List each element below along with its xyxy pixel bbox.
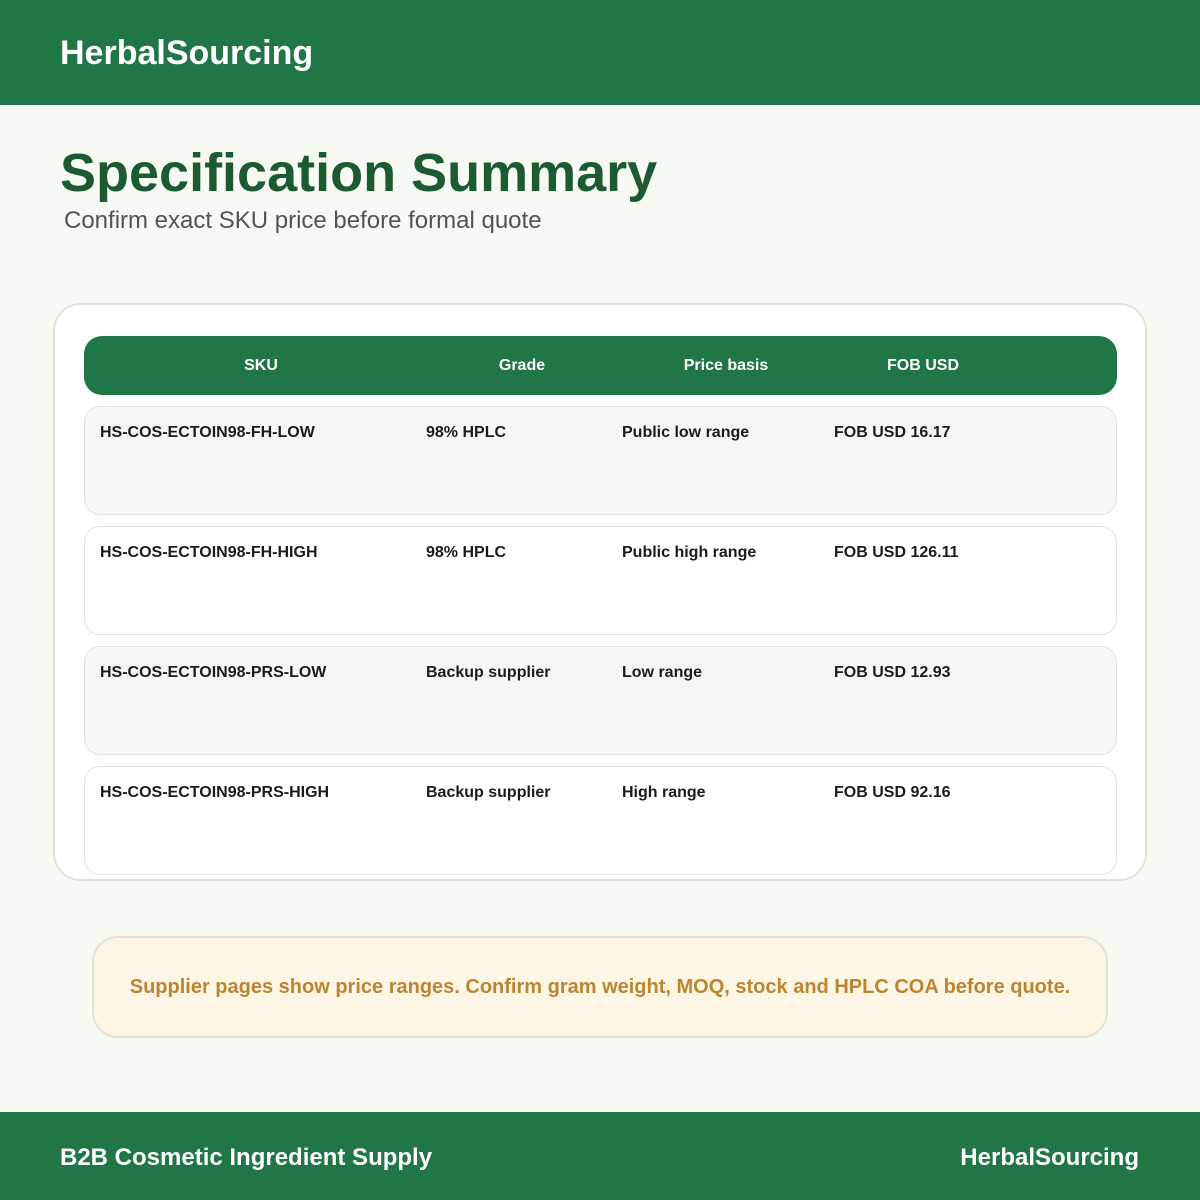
table-row bbox=[84, 646, 1117, 755]
fob-usd-cell: FOB USD 126.11 bbox=[834, 544, 959, 561]
price-notice-box bbox=[92, 936, 1108, 1038]
sku-cell: HS-COS-ECTOIN98-FH-LOW bbox=[100, 424, 315, 441]
footer-tagline: B2B Cosmetic Ingredient Supply bbox=[60, 1144, 433, 1171]
brand-logo[interactable]: HerbalSourcing bbox=[60, 34, 314, 72]
table-header bbox=[84, 336, 1117, 395]
column-header-price-basis: Price basis bbox=[683, 357, 769, 374]
column-header-grade: Grade bbox=[498, 357, 546, 374]
fob-usd-cell: FOB USD 16.17 bbox=[834, 424, 951, 441]
top-header bbox=[0, 0, 1200, 105]
fob-usd-cell: FOB USD 12.93 bbox=[834, 664, 951, 681]
sku-cell: HS-COS-ECTOIN98-PRS-LOW bbox=[100, 664, 327, 681]
page-title: Specification Summary bbox=[60, 143, 658, 203]
table-row bbox=[84, 766, 1117, 875]
page-subtitle: Confirm exact SKU price before formal quote bbox=[64, 207, 542, 234]
fob-usd-cell: FOB USD 92.16 bbox=[834, 784, 951, 801]
footer-brand[interactable]: HerbalSourcing bbox=[960, 1144, 1139, 1171]
column-header-sku: SKU bbox=[244, 357, 278, 374]
price-basis-cell: Public high range bbox=[622, 544, 757, 561]
grade-cell: Backup supplier bbox=[426, 664, 551, 681]
price-basis-cell: Low range bbox=[622, 664, 703, 681]
sku-cell: HS-COS-ECTOIN98-PRS-HIGH bbox=[100, 784, 330, 801]
price-basis-cell: High range bbox=[622, 784, 706, 801]
sku-cell: HS-COS-ECTOIN98-FH-HIGH bbox=[100, 544, 318, 561]
table-row bbox=[84, 406, 1117, 515]
table-row bbox=[84, 526, 1117, 635]
price-notice-text: Supplier pages show price ranges. Confirm gram weight, MOQ, stock and HPLC COA before quote. bbox=[129, 975, 1071, 998]
grade-cell: 98% HPLC bbox=[426, 544, 507, 561]
grade-cell: Backup supplier bbox=[426, 784, 551, 801]
grade-cell: 98% HPLC bbox=[426, 424, 507, 441]
bottom-footer bbox=[0, 1112, 1200, 1200]
column-header-fob-usd: FOB USD bbox=[887, 357, 959, 374]
price-basis-cell: Public low range bbox=[622, 424, 750, 441]
